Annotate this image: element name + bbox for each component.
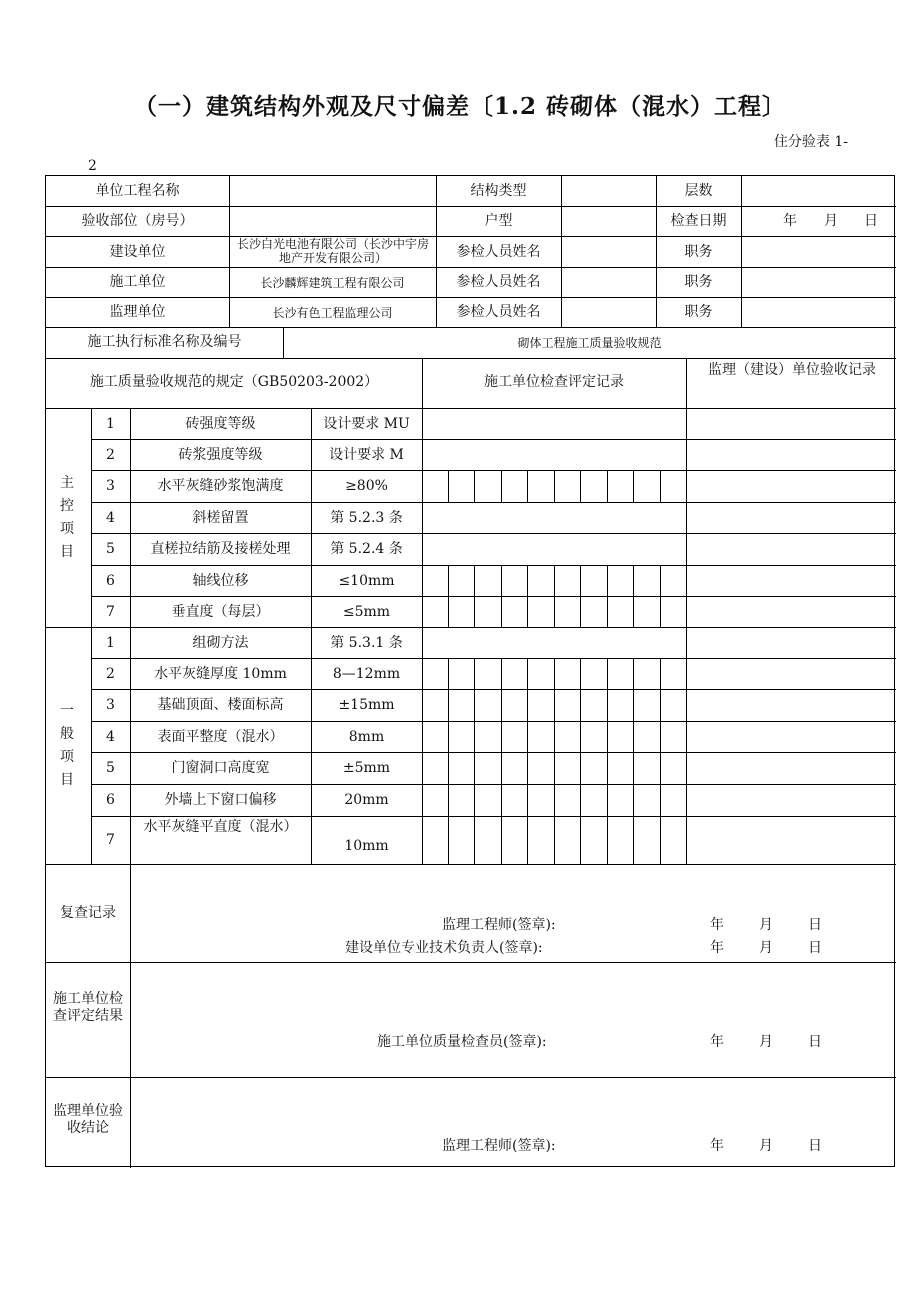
grid-line (474, 658, 475, 689)
grid-line (527, 816, 528, 864)
grid-line (422, 596, 423, 627)
grid-line (501, 658, 502, 689)
grid-line (91, 784, 896, 785)
grid-line (527, 470, 528, 502)
grid-line (633, 784, 634, 816)
grid-line (527, 689, 528, 721)
sign-month: 月 (759, 917, 773, 933)
item-number: 3 (106, 478, 115, 494)
grid-line (686, 408, 687, 864)
grid-line (554, 784, 555, 816)
grid-line (283, 327, 284, 358)
grid-line (474, 565, 475, 596)
item-requirement: ≤10mm (338, 572, 395, 589)
item-name: 水平灰缝砂浆饱满度 (157, 478, 284, 494)
item-number: 1 (106, 634, 115, 651)
contractor-inspector-label: 参检人员姓名 (456, 274, 541, 290)
grid-line (527, 596, 528, 627)
grid-line (46, 327, 896, 328)
supervisor-engineer-signature: 监理工程师(签章): (442, 1138, 556, 1154)
grid-line (633, 816, 634, 864)
grid-line (448, 752, 449, 784)
grid-line (660, 752, 661, 784)
grid-line (91, 658, 896, 659)
sign-month: 月 (759, 940, 773, 956)
grid-line (46, 297, 896, 298)
grid-line (580, 565, 581, 596)
grid-line (46, 358, 896, 359)
grid-line (554, 721, 555, 752)
inspection-date-year: 年 (783, 213, 797, 229)
item-number: 6 (106, 792, 115, 808)
grid-line (422, 470, 423, 502)
item-number: 3 (106, 697, 115, 713)
item-requirement: 第 5.2.3 条 (330, 509, 403, 526)
sign-day: 日 (808, 940, 822, 956)
grid-line (741, 176, 742, 327)
grid-line (448, 565, 449, 596)
supervisor-position-label: 职务 (684, 304, 713, 320)
grid-line (91, 596, 896, 597)
grid-line (633, 689, 634, 721)
contractor-result-label: 施工单位检查评定结果 (53, 991, 123, 1024)
grid-line (422, 565, 423, 596)
item-requirement: ≥80% (345, 478, 388, 494)
sign-day: 日 (808, 917, 822, 933)
grid-line (448, 596, 449, 627)
grid-line (91, 439, 896, 440)
item-number: 5 (106, 541, 115, 557)
item-requirement: ±5mm (342, 760, 391, 776)
grid-line (91, 752, 896, 753)
supervisor-value: 长沙有色工程监理公司 (272, 306, 393, 320)
grid-line (474, 784, 475, 816)
grid-line (501, 816, 502, 864)
unit-type-label: 户型 (484, 213, 513, 229)
sign-month: 月 (759, 1034, 773, 1050)
grid-line (422, 689, 423, 721)
grid-line (660, 565, 661, 596)
grid-line (633, 658, 634, 689)
grid-line (448, 721, 449, 752)
item-requirement: 8—12mm (332, 665, 401, 682)
item-number: 2 (106, 446, 115, 463)
grid-line (474, 816, 475, 864)
grid-line (554, 470, 555, 502)
supervisor-record-header: 监理（建设）单位验收记录 (708, 362, 876, 378)
supervisor-label: 监理单位 (109, 304, 166, 320)
item-name: 门窗洞口高度宽 (171, 760, 270, 776)
grid-line (474, 596, 475, 627)
form-number: 住分验表 1- (773, 134, 848, 150)
item-name: 水平灰缝平直度（混水） (143, 819, 298, 835)
standard-value: 砌体工程施工质量验收规范 (517, 336, 662, 350)
grid-line (660, 816, 661, 864)
recheck-owner-signature: 建设单位专业技术负责人(签章): (345, 940, 543, 956)
grid-line (91, 502, 896, 503)
recheck-supervisor-signature: 监理工程师(签章): (442, 917, 556, 933)
grid-line (422, 358, 423, 408)
grid-line (46, 1077, 896, 1078)
grid-line (91, 565, 896, 566)
grid-line (46, 206, 896, 207)
grid-line (633, 752, 634, 784)
grid-line (91, 721, 896, 722)
grid-line (46, 627, 896, 628)
grid-line (46, 267, 896, 268)
owner-position-label: 职务 (684, 244, 713, 260)
item-name: 外墙上下窗口偏移 (164, 792, 277, 808)
grid-line (527, 658, 528, 689)
item-number: 4 (106, 728, 115, 745)
inspection-date-month: 月 (824, 213, 838, 229)
grid-line (46, 962, 896, 963)
grid-line (91, 533, 896, 534)
grid-line (422, 658, 423, 689)
grid-line (474, 752, 475, 784)
grid-line (660, 784, 661, 816)
owner-value: 长沙白光电池有限公司（长沙中宇房地产开发有限公司） (236, 237, 429, 265)
grid-line (580, 816, 581, 864)
grid-line (633, 596, 634, 627)
item-requirement: 20mm (344, 792, 389, 808)
item-requirement: ≤5mm (342, 603, 391, 620)
grid-line (91, 470, 896, 471)
grid-line (501, 721, 502, 752)
item-number: 6 (106, 572, 115, 589)
item-name: 直槎拉结筋及接槎处理 (150, 541, 291, 557)
general-items-label: 一般项目 (60, 703, 74, 788)
grid-line (527, 752, 528, 784)
grid-line (448, 689, 449, 721)
grid-line (448, 470, 449, 502)
inspection-form-table (45, 175, 895, 1167)
grid-line (501, 752, 502, 784)
grid-line (527, 565, 528, 596)
grid-line (607, 565, 608, 596)
grid-line (422, 752, 423, 784)
grid-line (448, 784, 449, 816)
grid-line (607, 596, 608, 627)
grid-line (607, 721, 608, 752)
grid-line (422, 721, 423, 752)
grid-line (607, 816, 608, 864)
contractor-value: 长沙麟辉建筑工程有限公司 (260, 276, 405, 290)
grid-line (660, 721, 661, 752)
grid-line (607, 470, 608, 502)
item-number: 1 (106, 415, 115, 432)
grid-line (474, 689, 475, 721)
grid-line (130, 864, 131, 1168)
item-name: 砖强度等级 (185, 415, 256, 432)
grid-line (580, 596, 581, 627)
grid-line (422, 816, 423, 864)
grid-line (501, 470, 502, 502)
recheck-label: 复查记录 (60, 905, 116, 921)
grid-line (501, 689, 502, 721)
supervisor-result-label: 监理单位验收结论 (53, 1103, 123, 1136)
grid-line (607, 784, 608, 816)
grid-line (580, 470, 581, 502)
item-requirement: 8mm (348, 728, 385, 745)
item-name: 轴线位移 (192, 572, 249, 589)
standard-label: 施工执行标准名称及编号 (87, 334, 242, 350)
grid-line (46, 408, 896, 409)
structure-type-label: 结构类型 (470, 183, 527, 199)
item-number: 7 (106, 603, 115, 620)
grid-line (46, 236, 896, 237)
contractor-position-label: 职务 (684, 274, 713, 290)
grid-line (633, 565, 634, 596)
item-number: 5 (106, 760, 115, 776)
item-name: 斜槎留置 (192, 509, 249, 526)
grid-line (501, 565, 502, 596)
grid-line (660, 658, 661, 689)
grid-line (656, 176, 657, 327)
grid-line (501, 784, 502, 816)
grid-line (554, 596, 555, 627)
grid-line (501, 596, 502, 627)
spec-header: 施工质量验收规范的规定（GB50203-2002） (89, 374, 379, 390)
grid-line (607, 658, 608, 689)
inspection-date-label: 检查日期 (670, 213, 727, 229)
item-number: 7 (106, 832, 115, 848)
item-requirement: 设计要求 M (329, 446, 404, 463)
owner-label: 建设单位 (109, 244, 166, 260)
grid-line (660, 689, 661, 721)
grid-line (554, 689, 555, 721)
contractor-label: 施工单位 (109, 274, 166, 290)
item-name: 砖浆强度等级 (178, 446, 263, 463)
grid-line (580, 784, 581, 816)
grid-line (580, 658, 581, 689)
main-control-label: 主控项目 (60, 475, 74, 560)
contractor-quality-signature: 施工单位质量检查员(签章): (377, 1034, 547, 1050)
item-name: 表面平整度（混水） (157, 728, 284, 745)
acceptance-part-label: 验收部位（房号） (81, 213, 194, 229)
sign-month: 月 (759, 1138, 773, 1154)
sign-day: 日 (808, 1138, 822, 1154)
item-name: 垂直度（每层） (171, 603, 270, 620)
item-requirement: 第 5.2.4 条 (330, 541, 403, 557)
grid-line (91, 816, 896, 817)
grid-line (633, 721, 634, 752)
form-number-suffix: 2 (88, 158, 97, 174)
sign-year: 年 (710, 940, 724, 956)
grid-line (229, 176, 230, 327)
grid-line (448, 816, 449, 864)
grid-line (474, 721, 475, 752)
owner-inspector-label: 参检人员姓名 (456, 244, 541, 260)
grid-line (46, 864, 896, 865)
grid-line (448, 658, 449, 689)
item-number: 2 (106, 665, 115, 682)
grid-line (527, 721, 528, 752)
item-number: 4 (106, 509, 115, 526)
supervisor-inspector-label: 参检人员姓名 (456, 304, 541, 320)
unit-project-name-label: 单位工程名称 (95, 183, 180, 199)
item-requirement: 10mm (344, 838, 389, 854)
item-requirement: 设计要求 MU (323, 415, 410, 432)
grid-line (554, 658, 555, 689)
grid-line (527, 784, 528, 816)
grid-line (422, 784, 423, 816)
grid-line (554, 565, 555, 596)
grid-line (91, 689, 896, 690)
grid-line (580, 752, 581, 784)
grid-line (686, 358, 687, 408)
grid-line (554, 752, 555, 784)
grid-line (436, 176, 437, 327)
sign-year: 年 (710, 917, 724, 933)
grid-line (607, 689, 608, 721)
item-requirement: 第 5.3.1 条 (330, 634, 403, 651)
grid-line (554, 816, 555, 864)
grid-line (474, 470, 475, 502)
item-name: 水平灰缝厚度 10mm (154, 665, 287, 682)
sign-day: 日 (808, 1034, 822, 1050)
grid-line (580, 689, 581, 721)
grid-line (607, 752, 608, 784)
item-name: 基础顶面、楼面标高 (157, 697, 284, 713)
floors-label: 层数 (684, 183, 713, 199)
grid-line (580, 721, 581, 752)
grid-line (561, 176, 562, 327)
contractor-record-header: 施工单位检查评定记录 (484, 374, 624, 390)
page-title: （一）建筑结构外观及尺寸偏差〔1.2 砖砌体（混水）工程〕 (133, 93, 787, 120)
sign-year: 年 (710, 1138, 724, 1154)
sign-year: 年 (710, 1034, 724, 1050)
grid-line (633, 470, 634, 502)
grid-line (660, 470, 661, 502)
item-name: 组砌方法 (192, 634, 249, 651)
grid-line (660, 596, 661, 627)
inspection-date-day: 日 (864, 213, 878, 229)
item-requirement: ±15mm (338, 697, 395, 713)
